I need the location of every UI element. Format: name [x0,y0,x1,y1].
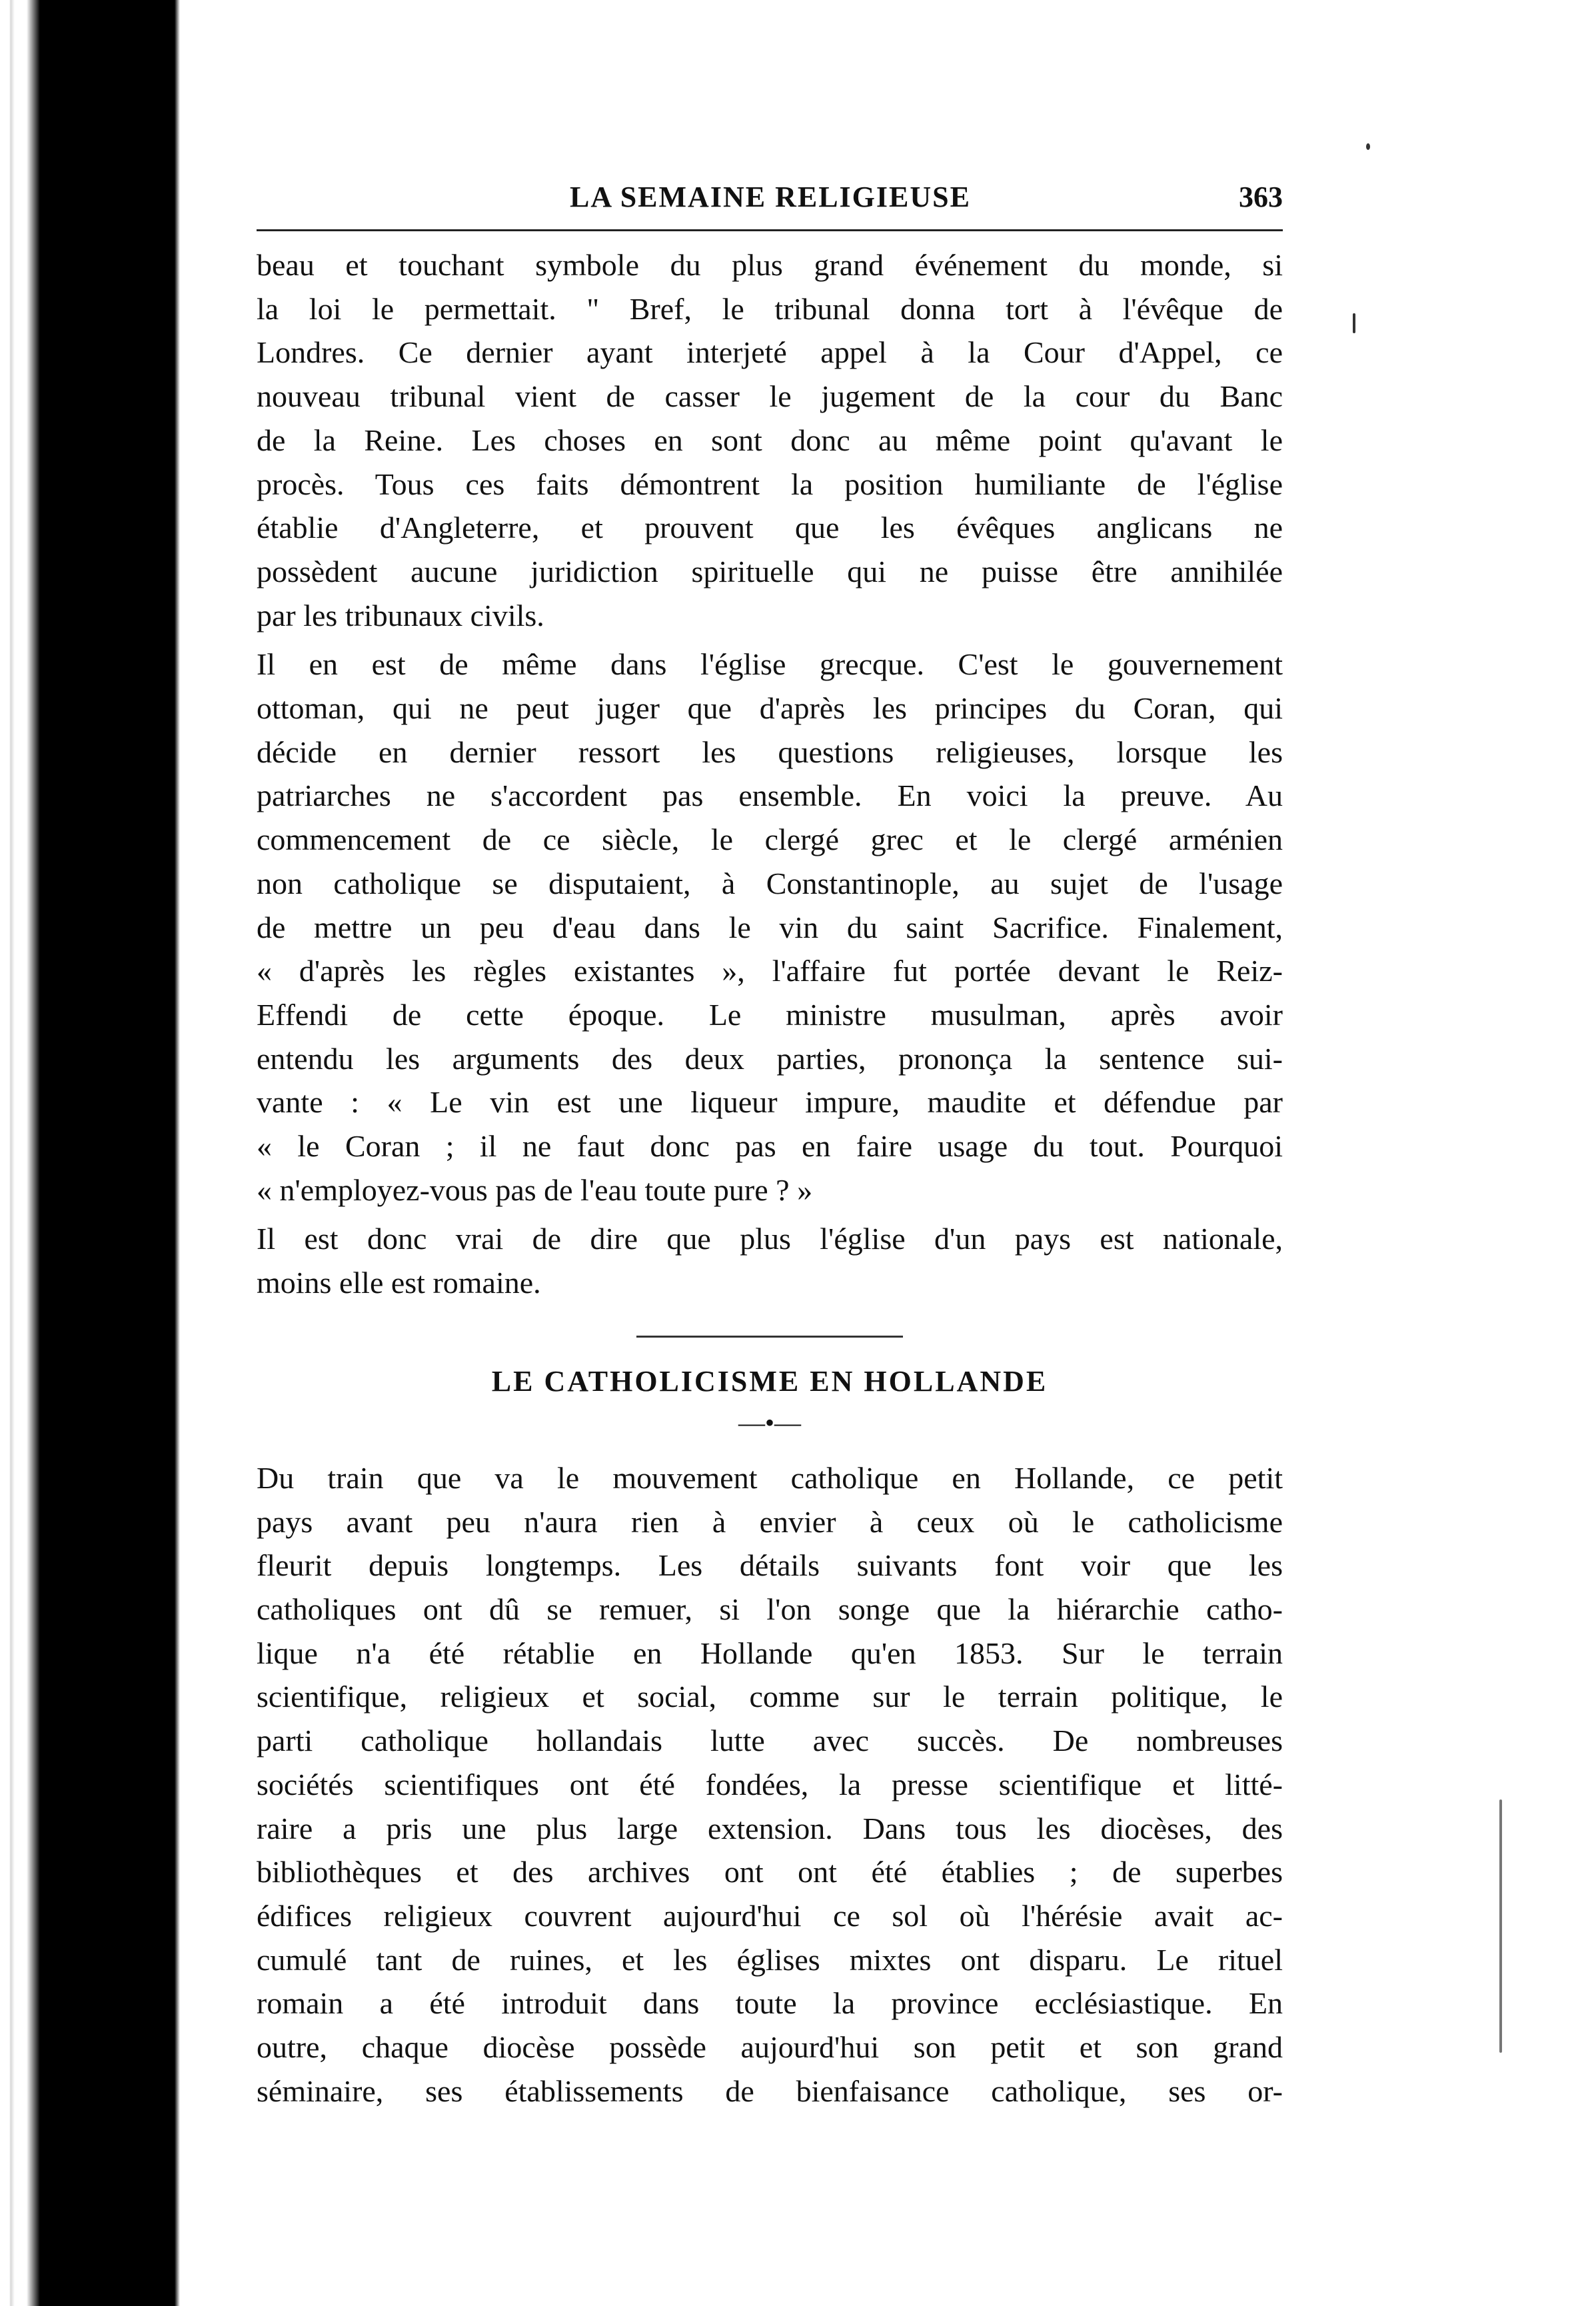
text-line: Du train que va le mouvement catholique en Hollande, ce petit [257,1460,1283,1495]
text-line: parti catholique hollandais lutte avec succès. De nombreuses [257,1724,1283,1758]
text-line: ottoman, qui ne peut juger que d'après les principes du Coran, qui [257,691,1283,726]
text-line: vante : « Le vin est une liqueur impure, maudite et défendue par [257,1085,1283,1120]
text-line: cumulé tant de ruines, et les églises mixtes ont disparu. Le rituel [257,1942,1283,1977]
speck [1366,143,1370,150]
header-rule [257,229,1283,231]
section-title: LE CATHOLICISME EN HOLLANDE [491,1364,1048,1398]
text-line: établie d'Angleterre, et prouvent que les évêques anglicans ne [257,511,1283,545]
text-line: sociétés scientifiques ont été fondées, la presse scientifique et litté- [257,1767,1283,1801]
section-separator [636,1336,903,1338]
speck [1353,313,1355,333]
running-head-title: LA SEMAINE RELIGIEUSE [570,181,971,213]
text-line: bibliothèques et des archives ont ont été établies ; de superbes [257,1855,1283,1889]
text-line: de la Reine. Les choses en sont donc au même point qu'avant le [257,423,1283,457]
text-line: commencement de ce siècle, le clergé grec et le clergé arménien [257,822,1283,857]
text-line: possèdent aucune juridiction spirituelle qui ne puisse être annihilée [257,554,1283,588]
paragraph-continued [257,243,1283,637]
text-line: séminaire, ses établissements de bienfaisance catholique, ses or- [257,2073,1283,2108]
text-line: romain a été introduit dans toute la province ecclésiastique. En [257,1986,1283,2021]
binding-shadow [0,0,180,2306]
paragraph-holland [257,1456,1283,2113]
text-line: « le Coran ; il ne faut donc pas en faire usage du tout. Pourquoi [257,1129,1283,1164]
text-line: moins elle est romaine. [257,1266,541,1300]
text-line: « d'après les règles existantes », l'affaire fut portée devant le Reiz- [257,954,1283,988]
text-line: nouveau tribunal vient de casser le jugement de la cour du Banc [257,379,1283,414]
text-line: Il en est de même dans l'église grecque. C'est le gouvernement [257,647,1283,682]
text-line: scientifique, religieux et social, comme sur le terrain politique, le [257,1680,1283,1714]
speck [1499,1799,1502,2053]
text-line: entendu les arguments des deux parties, prononça la sentence sui- [257,1041,1283,1076]
text-line: procès. Tous ces faits démontrent la position humiliante de l'église [257,467,1283,501]
running-head [257,180,1283,220]
page-number: 363 [1239,181,1283,213]
text-line: par les tribunaux civils. [257,598,544,632]
text-line: raire a pris une plus large extension. Dans tous les diocèses, des [257,1811,1283,1845]
text-line: Il est donc vrai de dire que plus l'église d'un pays est nationale, [257,1222,1283,1256]
paragraph-conclusion [257,1217,1283,1304]
paragraph-greek-church [257,642,1283,1212]
text-line: décide en dernier ressort les questions religieuses, lorsque les [257,734,1283,769]
text-line: patriarches ne s'accordent pas ensemble. En voici la preuve. Au [257,778,1283,813]
text-line: catholiques ont dû se remuer, si l'on songe que la hiérarchie catho- [257,1592,1283,1626]
text-line: outre, chaque diocèse possède aujourd'hui son petit et son grand [257,2030,1283,2065]
text-line: Effendi de cette époque. Le ministre musulman, après avoir [257,997,1283,1032]
title-ornament: —•— [738,1407,801,1438]
text-line: non catholique se disputaient, à Constantinople, au sujet de l'usage [257,866,1283,900]
text-line: lique n'a été rétablie en Hollande qu'en 1853. Sur le terrain [257,1636,1283,1670]
text-line: la loi le permettait. " Bref, le tribunal donna tort à l'évêque de [257,291,1283,326]
text-line: édifices religieux couvrent aujourd'hui ce sol où l'hérésie avait ac- [257,1898,1283,1933]
text-line: beau et touchant symbole du plus grand événement du monde, si [257,248,1283,282]
book-page [257,180,1283,2113]
text-line: « n'employez-vous pas de l'eau toute pure ? » [257,1172,813,1207]
text-line: fleurit depuis longtemps. Les détails suivants font voir que les [257,1548,1283,1583]
text-line: pays avant peu n'aura rien à envier à ceux où le catholicisme [257,1504,1283,1539]
text-line: de mettre un peu d'eau dans le vin du saint Sacrifice. Finalement, [257,910,1283,944]
text-line: Londres. Ce dernier ayant interjeté appel à la Cour d'Appel, ce [257,335,1283,370]
